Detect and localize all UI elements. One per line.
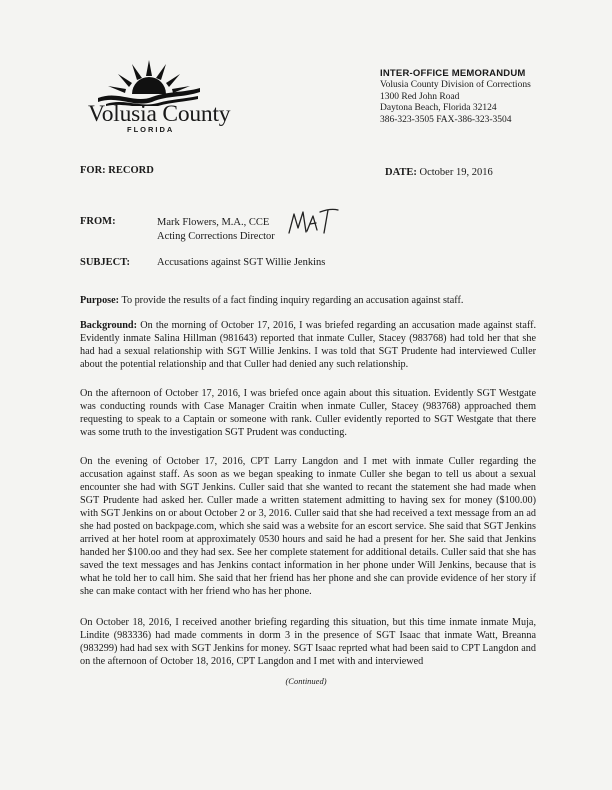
body-paragraph: On the afternoon of October 17, 2016, I was briefed once again about this situation. Evidently SGT Westgate was conducting rounds with Case Manager Craitin when inmate Culler, Stacey (983768) approached them requesting to speak to a Captain or someone with rank. Culler evidently reported to SGT Westgate that there was some truth to the investigation SGT Prudent was conducting. xyxy=(80,388,536,438)
body-paragraph: On October 18, 2016, I received another briefing regarding this situation, but this time inmate inmate Muja, Lindite (983336) had made comments in dorm 3 in the presence of SGT Isaac that inmate Watt, Breanna (983299) had had sex with SGT Jenkins for money. SGT Isaac reprted what had been said to CPT Langdon and on the afternoon of October 18, 2016, CPT Langdon and I met with and interviewed xyxy=(80,617,536,667)
purpose-paragraph xyxy=(80,294,536,307)
phone-fax-line: 386-323-3505 FAX-386-323-3504 xyxy=(380,114,512,125)
address-line: 1300 Red John Road xyxy=(380,91,460,102)
county-logo xyxy=(88,58,231,134)
purpose-label: Purpose: xyxy=(80,295,120,306)
background-paragraph xyxy=(80,319,536,371)
from-title: Acting Corrections Director xyxy=(157,231,275,242)
body-paragraph: On the evening of October 17, 2016, CPT Larry Langdon and I met with inmate Culler regarding the accusation against staff. As soon as we began speaking to inmate Culler she began to tell us about a sexual encounter she had with SGT Jenkins. Culler said that she wanted to recant the statement she had made when SGT Prudente had asked her. Culler made a written statement admitting to having sex for money ($100.00) with SGT Jenkins on or about October 2 or 3, 2016. Culler said that she had received a text message from an ad she had posted on backpage.com, which she said was a website for an escort service. She said that SGT Jenkins arrived at her hotel room at approximately 0530 hours and said he had a present for her. She said that Jenkins handed her $100.oo and they had sex. See her complete statement for additional details. Culler said that she has saved the text messages and has Jenkins contact information in her phone under Will Jenkins, because that is what he told her to call him. She said that her friend has her phone and she can provide evidence of her story if she can make contact with her friend who has her phone. xyxy=(80,456,536,597)
sun-wave-logo-icon xyxy=(94,58,204,106)
logo-county-name: Volusia County xyxy=(88,101,231,127)
address-line: Volusia County Division of Corrections xyxy=(380,80,531,90)
continued-note: (Continued) xyxy=(285,676,327,686)
memo-title: INTER-OFFICE MEMORANDUM xyxy=(380,68,526,79)
purpose-text: To provide the results of a fact finding inquiry regarding an accusation against staff. xyxy=(121,295,464,306)
date-value: October 19, 2016 xyxy=(419,167,493,178)
from-label: FROM: xyxy=(80,216,116,227)
date-label: DATE: xyxy=(385,167,417,178)
from-block xyxy=(157,216,275,244)
date-line xyxy=(385,167,493,178)
logo-state-name: FLORIDA xyxy=(127,125,175,134)
background-text: On the morning of October 17, 2016, I was briefed regarding an accusation made against staff. Evidently inmate Salina Hillman (981643) reported that inmate Culler, Stacey (983768) had told her that she had had a sexual relationship with SGT Willie Jenkins. I was told that SGT Prudente had interviewed Culler about the potential relationship and that Culler had denied any such relationship. xyxy=(80,320,537,370)
from-name: Mark Flowers, M.A., CCE xyxy=(157,217,270,228)
handwritten-signature xyxy=(286,206,340,236)
background-label: Background: xyxy=(80,320,137,331)
for-record: FOR: RECORD xyxy=(80,165,154,176)
address-line: Daytona Beach, Florida 32124 xyxy=(380,103,497,113)
subject-label: SUBJECT: xyxy=(80,257,130,268)
memo-header xyxy=(380,68,600,126)
subject-value: Accusations against SGT Willie Jenkins xyxy=(157,257,326,268)
